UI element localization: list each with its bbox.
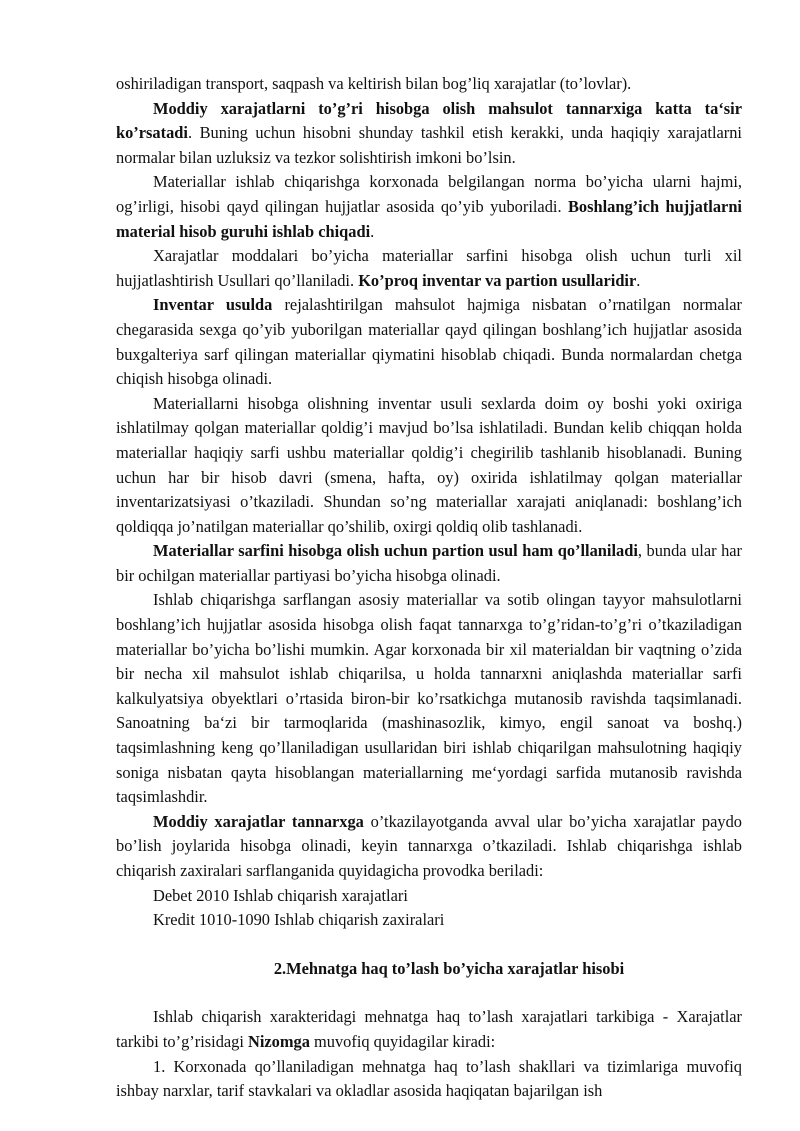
- paragraph-continuation: oshiriladigan transport, saqpash va keltirish bilan bog’liq xarajatlar (to’lovlar).: [116, 74, 632, 93]
- bold-phrase: Boshlang’ich hujjatlarni material hisob guruhi ishlab chiqadi: [116, 196, 742, 241]
- bold-phrase: Materiallar sarfini hisobga olish uchun partion usul ham qo’llaniladi: [153, 541, 638, 561]
- bold-phrase: Nizomga: [248, 1031, 310, 1051]
- paragraph-materials-release: Materiallar ishlab chiqarishga korxonada belgilangan norma bo’yicha ularni hajmi, og’irligi, hisobi qayd qilingan hujjatlar asosida qo’yib yuboriladi. Boshlang’ich hujjatlarni material hisob guruhi ishlab chiqadi.: [116, 172, 742, 241]
- bold-phrase: Inventar usulda: [153, 295, 273, 315]
- bold-phrase: Moddiy xarajatlar tannarxga: [153, 811, 364, 831]
- paragraph-list-item-1: 1. Korxonada qo’llaniladigan mehnatga haq to’lash shakllari va tizimlariga muvofiq ishbay narxlar, tarif stavkalari va okladlar asosida haqiqatan bajarilgan ish: [116, 1056, 742, 1101]
- bold-phrase: Ko’proq inventar va partion usullaridir: [358, 270, 637, 290]
- section-heading: 2.Mehnatga haq to’lash bo’yicha xarajatlar hisobi: [273, 958, 625, 978]
- paragraph-inventory-method: Inventar usulda rejalashtirilgan mahsulot hajmiga nisbatan o’rnatilgan normalar chegarasida sexga qo’yib yuborilgan materiallar qayd qilingan boshlang’ich hujjatlar asosida buxgalteriya sarf qilingan materiallar qiymatini hisoblab chiqadi. Bunda normalardan chetga chiqish hisobga olinadi.: [116, 295, 742, 389]
- paragraph-material-to-cost: Moddiy xarajatlar tannarxga o’tkazilayotganda avval ular bo’yicha xarajatlar paydo bo’lish joylarida hisobga olinadi, keyin tannarxga o’tkaziladi. Ishlab chiqarishga ishlab chiqarish zaxiralari sarflanganida quyidagicha provodka beriladi:: [116, 811, 742, 880]
- paragraph-documentation-methods: Xarajatlar moddalari bo’yicha materiallar sarfini hisobga olish uchun turli xil hujjatlashtirish Usullari qo’llaniladi. Ko’proq inventar va partion usullaridir.: [116, 246, 742, 290]
- accounting-entry-debit: Debet 2010 Ishlab chiqarish xarajatlari: [153, 885, 408, 905]
- paragraph-inventory-method-detail: Materiallarni hisobga olishning inventar usuli sexlarda doim oy boshi yoki oxiriga ishlatilmay qolgan materiallar qoldig’i mavjud bo’lsa ishlatiladi. Bundan kelib chiqqan holda materiallar haqiqiy sarfi ushbu materiallar qoldig’i chegirilib tashlanib hisoblanadi. Buning uchun har bir hisob davri (smena, hafta, oy) oxirida ishlatilmay qolgan materiallar inventarizatsiyasi o’tkaziladi. Shundan so’ng materiallar xarajati aniqlanadi: boshlang’ich qoldiqqa jo’natilgan materiallar qo’shilib, oxirgi qoldiq olib tashlanadi.: [116, 393, 742, 536]
- paragraph-labor-costs-intro: Ishlab chiqarish xarakteridagi mehnatga haq to’lash xarajatlari tarkibiga - Xarajatlar tarkibi to’g’risidagi Nizomga muvofiq quyidagilar kiradi:: [116, 1007, 742, 1051]
- paragraph-cost-allocation: Ishlab chiqarishga sarflangan asosiy materiallar va sotib olingan tayyor mahsulotlarni boshlang’ich hujjatlar asosida hisobga olish faqat tannarxga to’g’ridan-to’g’ri o’tkaziladigan materiallar bo’yicha bo’lishi mumkin. Agar korxonada bir xil materialdan bir vaqtning o’zida bir necha xil mahsulot ishlab chiqarilsa, u holda tannarxni aniqlashda materiallar sarfi kalkulyatsiya obyektlari o’rtasida biron-bir ko’rsatkichga mutanosib ravishda taqsimlanadi. Sanoatning ba‘zi bir tarmoqlarida (mashinasozlik, kimyo, engil sanoat va boshq.) taqsimlashning keng qo’llaniladigan usullaridan biri ishlab chiqarilgan mahsulotning haqiqiy soniga nisbatan qayta hisoblangan materiallarning me‘yordagi sarfida mutanosib ravishda taqsimlashdir.: [116, 590, 742, 807]
- accounting-entry-credit: Kredit 1010-1090 Ishlab chiqarish zaxiralari: [153, 910, 445, 930]
- paragraph-material-costs-impact: Moddiy xarajatlarni to’g’ri hisobga olish mahsulot tannarxiga katta ta‘sir ko’rsatadi. Buning uchun hisobni shunday tashkil etish kerakki, unda haqiqiy xarajatlarni normalar bilan uzluksiz va tezkor solishtirish imkoni bo’lsin.: [116, 98, 742, 167]
- bold-phrase: Moddiy xarajatlarni to’g’ri hisobga olish mahsulot tannarxiga katta ta‘sir ko’rsatadi: [116, 98, 742, 143]
- document-page: [116, 72, 742, 1104]
- paragraph-batch-method: Materiallar sarfini hisobga olish uchun partion usul ham qo’llaniladi, bunda ular har bir ochilgan materiallar partiyasi bo’yicha hisobga olinadi.: [116, 541, 742, 585]
